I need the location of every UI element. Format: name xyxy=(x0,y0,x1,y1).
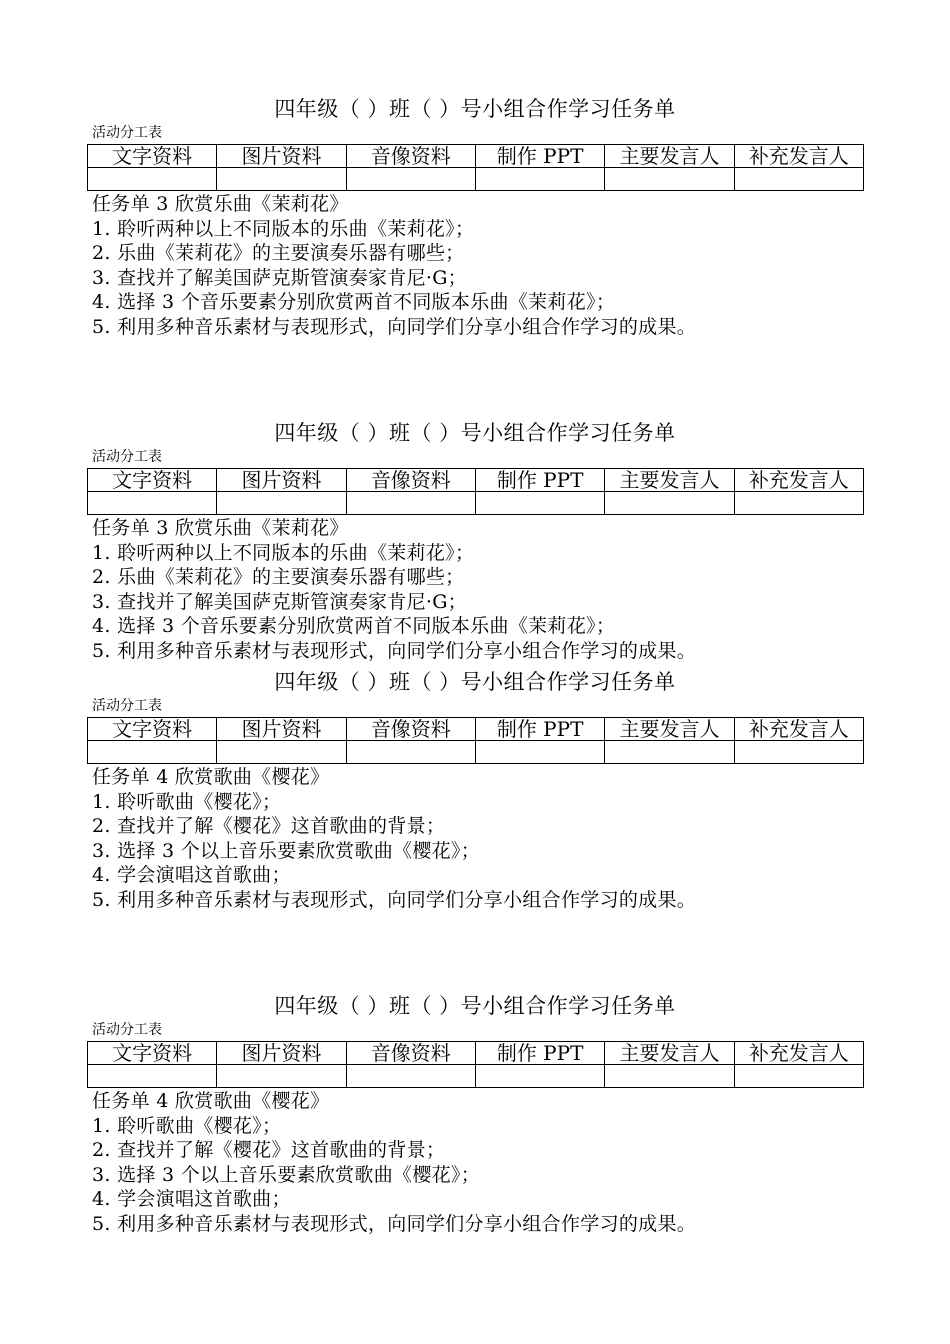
duty-table xyxy=(87,1041,864,1088)
task-item: 2. 查找并了解《樱花》这首歌曲的背景； xyxy=(92,815,446,838)
duty-table xyxy=(87,717,864,764)
blank-cell[interactable] xyxy=(734,1065,863,1088)
blank-cell[interactable] xyxy=(217,1065,346,1088)
blank-cell[interactable] xyxy=(346,168,475,191)
task-item: 5. 利用多种音乐素材与表现形式，向同学们分享小组合作学习的成果。 xyxy=(92,315,697,338)
column-header: 图片资料 xyxy=(217,718,346,741)
task-list xyxy=(92,1089,912,1237)
task-item: 5. 利用多种音乐素材与表现形式，向同学们分享小组合作学习的成果。 xyxy=(92,639,697,662)
blank-cell[interactable] xyxy=(346,492,475,515)
task-item: 1. 聆听歌曲《樱花》； xyxy=(92,1114,282,1137)
task-item: 4. 学会演唱这首歌曲； xyxy=(92,864,291,887)
table-blank-row xyxy=(88,741,864,764)
task-item: 3. 选择 3 个以上音乐要素欣赏歌曲《樱花》； xyxy=(92,839,481,862)
column-header: 图片资料 xyxy=(217,1042,346,1065)
table-blank-row xyxy=(88,168,864,191)
blank-cell[interactable] xyxy=(475,168,604,191)
blank-cell[interactable] xyxy=(88,492,217,515)
blank-cell[interactable] xyxy=(88,741,217,764)
sheet-title: 四年级（ ）班（ ）号小组合作学习任务单 xyxy=(274,97,676,121)
column-header: 制作 PPT xyxy=(475,1042,604,1065)
blank-cell[interactable] xyxy=(605,168,734,191)
blank-cell[interactable] xyxy=(734,168,863,191)
column-header: 补充发言人 xyxy=(734,469,863,492)
table-caption: 活动分工表 xyxy=(92,449,162,465)
task-heading: 任务单 4 欣赏歌曲《樱花》 xyxy=(92,1090,330,1112)
task-item: 5. 利用多种音乐素材与表现形式，向同学们分享小组合作学习的成果。 xyxy=(92,888,697,911)
task-heading: 任务单 3 欣赏乐曲《茉莉花》 xyxy=(92,193,349,215)
blank-cell[interactable] xyxy=(475,1065,604,1088)
column-header: 音像资料 xyxy=(346,145,475,168)
duty-table xyxy=(87,144,864,191)
duty-table xyxy=(87,468,864,515)
task-list xyxy=(92,516,912,664)
sheet-title: 四年级（ ）班（ ）号小组合作学习任务单 xyxy=(274,421,676,445)
sheet-title: 四年级（ ）班（ ）号小组合作学习任务单 xyxy=(274,670,676,694)
task-heading: 任务单 4 欣赏歌曲《樱花》 xyxy=(92,766,330,788)
column-header: 制作 PPT xyxy=(475,145,604,168)
blank-cell[interactable] xyxy=(605,1065,734,1088)
task-item: 3. 查找并了解美国萨克斯管演奏家肯尼·G； xyxy=(92,266,467,289)
column-header: 文字资料 xyxy=(88,469,217,492)
table-header-row xyxy=(88,1042,864,1065)
column-header: 主要发言人 xyxy=(605,469,734,492)
task-list xyxy=(92,765,912,913)
table-blank-row xyxy=(88,1065,864,1088)
task-item: 2. 乐曲《茉莉花》的主要演奏乐器有哪些； xyxy=(92,242,465,265)
blank-cell[interactable] xyxy=(217,741,346,764)
table-caption: 活动分工表 xyxy=(92,698,162,714)
task-item: 1. 聆听两种以上不同版本的乐曲《茉莉花》； xyxy=(92,217,475,240)
blank-cell[interactable] xyxy=(734,741,863,764)
task-item: 2. 查找并了解《樱花》这首歌曲的背景； xyxy=(92,1139,446,1162)
task-item: 4. 选择 3 个音乐要素分别欣赏两首不同版本乐曲《茉莉花》； xyxy=(92,291,616,314)
column-header: 补充发言人 xyxy=(734,1042,863,1065)
task-heading: 任务单 3 欣赏乐曲《茉莉花》 xyxy=(92,517,349,539)
table-header-row xyxy=(88,145,864,168)
blank-cell[interactable] xyxy=(605,492,734,515)
column-header: 图片资料 xyxy=(217,145,346,168)
column-header: 文字资料 xyxy=(88,718,217,741)
blank-cell[interactable] xyxy=(346,741,475,764)
task-item: 1. 聆听歌曲《樱花》； xyxy=(92,790,282,813)
task-item: 4. 学会演唱这首歌曲； xyxy=(92,1188,291,1211)
column-header: 音像资料 xyxy=(346,718,475,741)
column-header: 补充发言人 xyxy=(734,145,863,168)
column-header: 主要发言人 xyxy=(605,145,734,168)
sheet-title: 四年级（ ）班（ ）号小组合作学习任务单 xyxy=(274,994,676,1018)
task-list xyxy=(92,192,912,340)
blank-cell[interactable] xyxy=(475,741,604,764)
column-header: 音像资料 xyxy=(346,1042,475,1065)
blank-cell[interactable] xyxy=(88,1065,217,1088)
task-item: 3. 选择 3 个以上音乐要素欣赏歌曲《樱花》； xyxy=(92,1163,481,1186)
blank-cell[interactable] xyxy=(734,492,863,515)
blank-cell[interactable] xyxy=(217,492,346,515)
column-header: 图片资料 xyxy=(217,469,346,492)
column-header: 音像资料 xyxy=(346,469,475,492)
table-blank-row xyxy=(88,492,864,515)
column-header: 文字资料 xyxy=(88,145,217,168)
blank-cell[interactable] xyxy=(605,741,734,764)
blank-cell[interactable] xyxy=(217,168,346,191)
table-caption: 活动分工表 xyxy=(92,1022,162,1038)
column-header: 制作 PPT xyxy=(475,469,604,492)
column-header: 补充发言人 xyxy=(734,718,863,741)
column-header: 文字资料 xyxy=(88,1042,217,1065)
task-item: 2. 乐曲《茉莉花》的主要演奏乐器有哪些； xyxy=(92,566,465,589)
table-header-row xyxy=(88,718,864,741)
blank-cell[interactable] xyxy=(475,492,604,515)
blank-cell[interactable] xyxy=(88,168,217,191)
column-header: 制作 PPT xyxy=(475,718,604,741)
task-item: 3. 查找并了解美国萨克斯管演奏家肯尼·G； xyxy=(92,590,467,613)
table-caption: 活动分工表 xyxy=(92,125,162,141)
task-item: 1. 聆听两种以上不同版本的乐曲《茉莉花》； xyxy=(92,541,475,564)
table-header-row xyxy=(88,469,864,492)
task-item: 4. 选择 3 个音乐要素分别欣赏两首不同版本乐曲《茉莉花》； xyxy=(92,615,616,638)
column-header: 主要发言人 xyxy=(605,1042,734,1065)
column-header: 主要发言人 xyxy=(605,718,734,741)
blank-cell[interactable] xyxy=(346,1065,475,1088)
task-item: 5. 利用多种音乐素材与表现形式，向同学们分享小组合作学习的成果。 xyxy=(92,1212,697,1235)
